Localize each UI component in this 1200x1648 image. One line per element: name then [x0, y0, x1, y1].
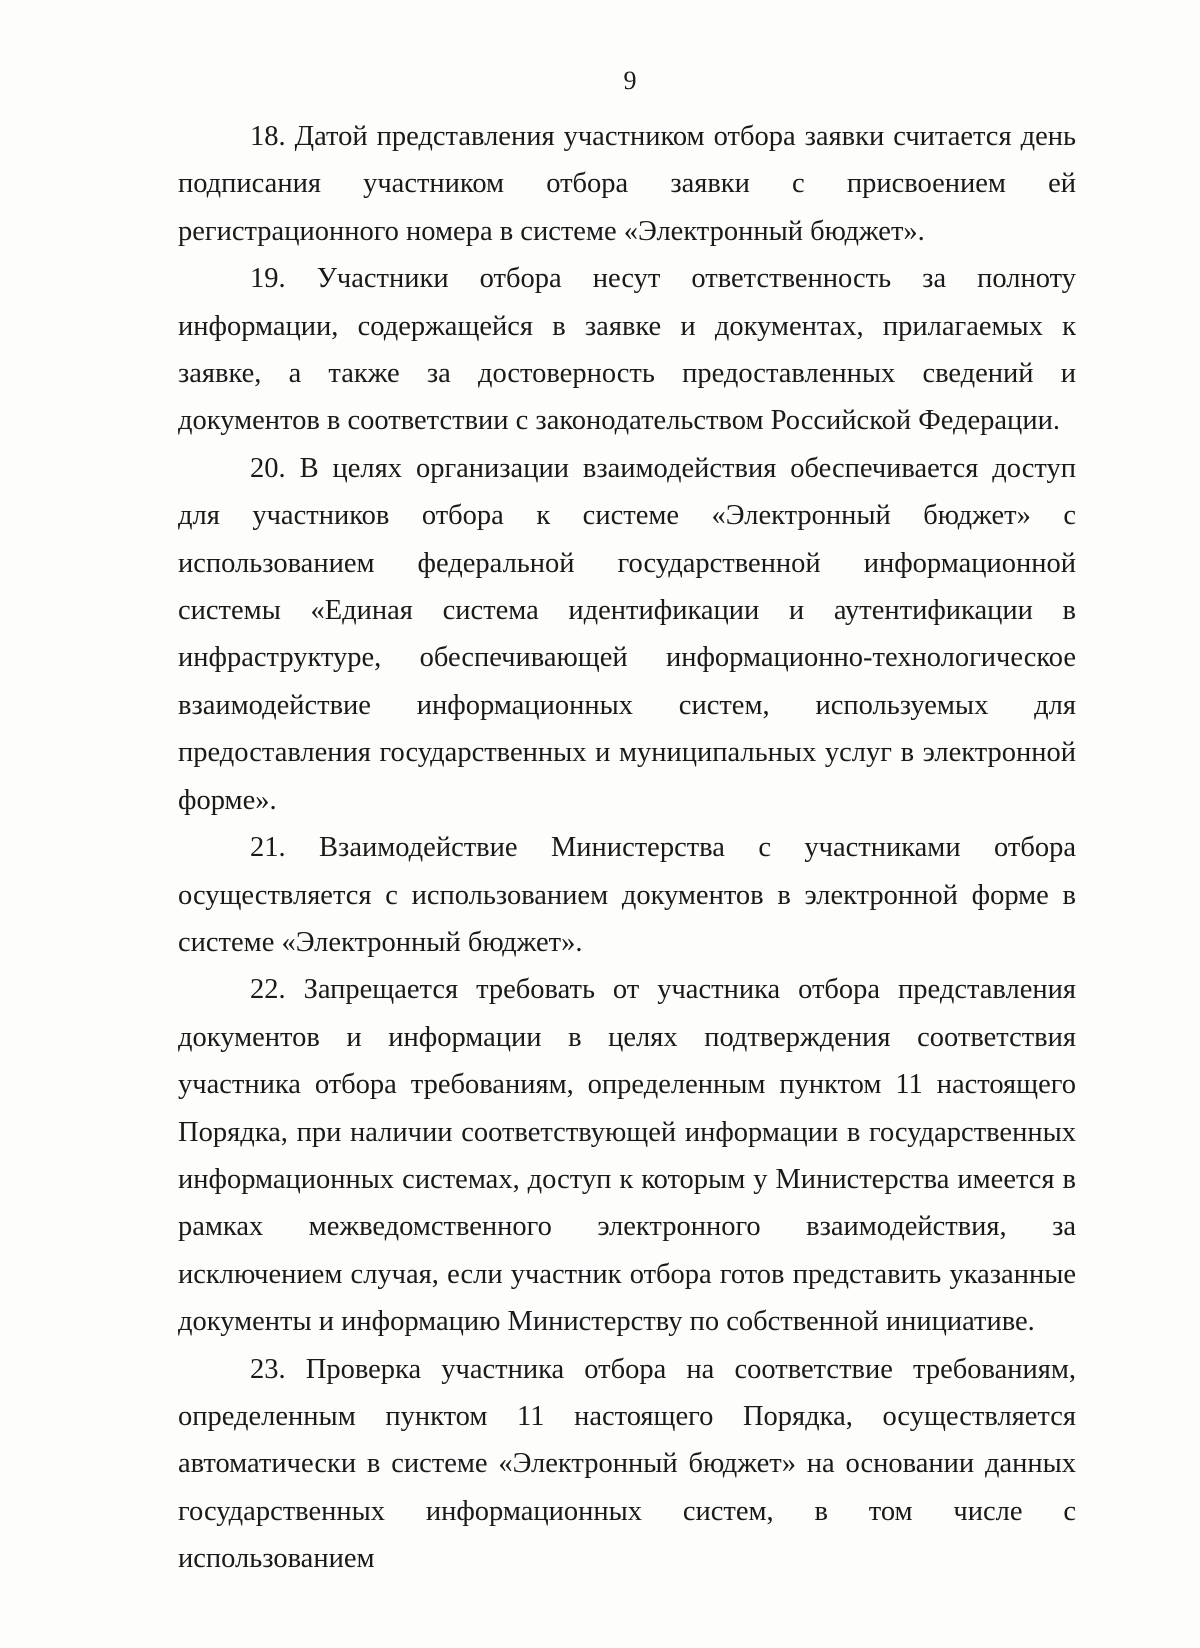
paragraph-20	[178, 445, 1076, 824]
paragraph-text: 23. Проверка участника отбора на соответствие требованиям, определенным пунктом 11 настоящего Порядка, осуществляется автоматически в системе «Электронный бюджет» на основании данных государственных информационных систем, в том числе с использованием	[178, 1353, 1076, 1575]
document-body	[178, 113, 1076, 1583]
paragraph-23	[178, 1346, 1076, 1583]
paragraph-text: 18. Датой представления участником отбора заявки считается день подписания участником отбора заявки с присвоением ей регистрационного номера в системе «Электронный бюджет».	[178, 121, 1076, 247]
paragraph-text: 22. Запрещается требовать от участника отбора представления документов и информации в целях подтверждения соответствия участника отбора требованиям, определенным пунктом 11 настоящего Порядка, при наличии соответствующей информации в государственных информационных системах, доступ к которым у Министерства имеется в рамках межведомственного электронного взаимодействия, за исключением случая, если участник отбора готов представить указанные документы и информацию Министерству по собственной инициативе.	[178, 974, 1076, 1338]
paragraph-18	[178, 113, 1076, 255]
paragraph-text: 19. Участники отбора несут ответственность за полноту информации, содержащейся в заявке и документах, прилагаемых к заявке, а также за достоверность предоставленных сведений и документов в соответствии с законодательством Российской Федерации.	[178, 263, 1076, 437]
paragraph-19	[178, 255, 1076, 445]
page-number: 9	[623, 66, 637, 95]
paragraph-text: 21. Взаимодействие Министерства с участниками отбора осуществляется с использованием документов в электронной форме в системе «Электронный бюджет».	[178, 832, 1076, 958]
paragraph-text: 20. В целях организации взаимодействия обеспечивается доступ для участников отбора к системе «Электронный бюджет» с использованием федеральной государственной информационной системы «Единая система идентификации и аутентификации в инфраструктуре, обеспечивающей информационно-технологическое взаимодействие информационных систем, используемых для предоставления государственных и муниципальных услуг в электронной форме».	[178, 452, 1076, 816]
paragraph-21	[178, 824, 1076, 966]
paragraph-22	[178, 966, 1076, 1345]
